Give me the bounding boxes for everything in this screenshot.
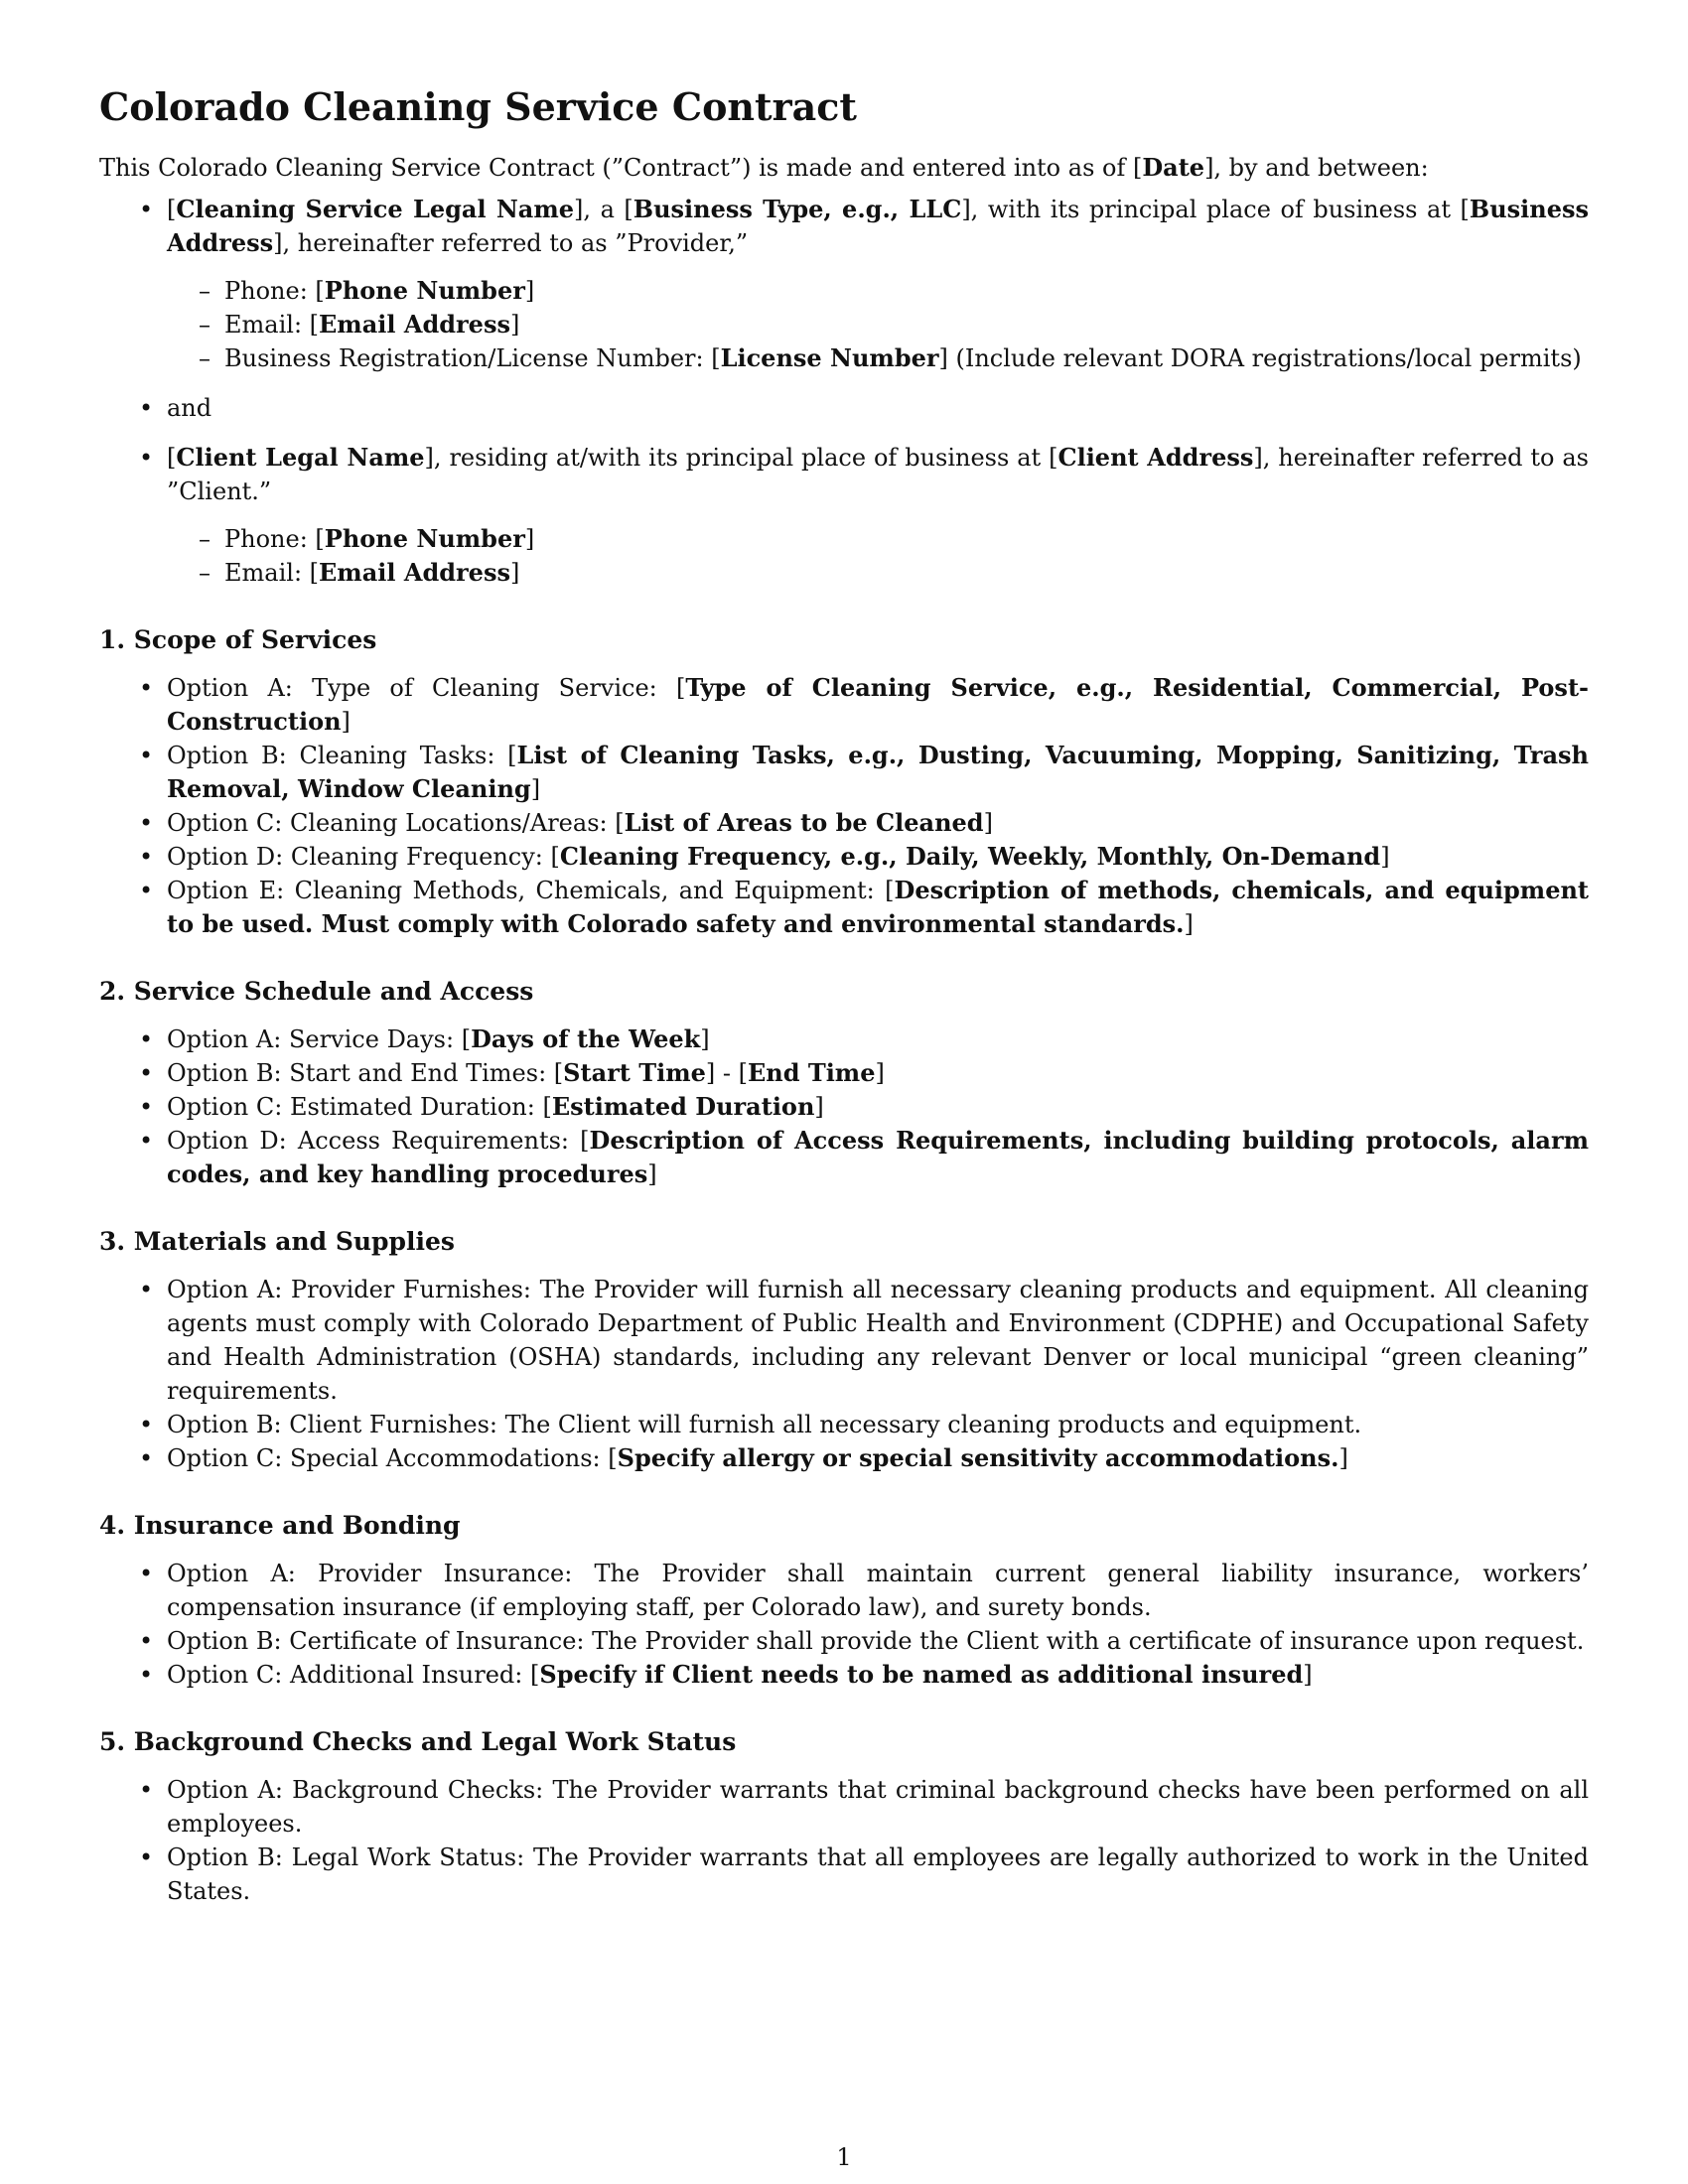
- item-text: Option B: Start and End Times: [: [167, 1059, 564, 1087]
- list-item: [99, 1273, 1589, 1408]
- client-phone-placeholder: Phone Number: [324, 524, 525, 553]
- intro-paragraph: [99, 151, 1589, 185]
- item-text-end: ]: [1303, 1661, 1313, 1689]
- section-heading: 4. Insurance and Bonding: [99, 1511, 461, 1540]
- page-number: 1: [836, 2143, 852, 2171]
- and-item: • and: [99, 391, 1589, 425]
- client-email-placeholder: Email Address: [319, 558, 510, 587]
- item-placeholder: Estimated Duration: [551, 1092, 815, 1121]
- section-heading: 5. Background Checks and Legal Work Status: [99, 1727, 737, 1756]
- section-insurance-and-bonding: [99, 1509, 1589, 1692]
- section-heading: 1. Scope of Services: [99, 625, 377, 654]
- business-type-placeholder: Business Type, e.g., LLC: [633, 195, 962, 223]
- section-items: [99, 1557, 1589, 1692]
- item-placeholder-2: End Time: [747, 1058, 876, 1087]
- document-title: Colorado Cleaning Service Contract: [99, 84, 857, 129]
- provider-phone: – Phone: [Phone Number]: [167, 274, 1589, 308]
- item-placeholder: Description of methods, chemicals, and equipment to be used. Must comply with Colorado safety and environmental standards.: [167, 876, 1590, 938]
- item-placeholder: Days of the Week: [471, 1024, 701, 1053]
- item-text: Option B: Legal Work Status: The Provider warrants that all employees are legally authorized to work in the United States.: [167, 1843, 1589, 1905]
- list-item: [99, 1441, 1589, 1475]
- item-placeholder: Specify if Client needs to be named as additional insured: [539, 1660, 1304, 1689]
- section-items: [99, 1773, 1589, 1908]
- item-text-end: ]: [814, 1093, 824, 1121]
- item-placeholder: Cleaning Frequency, e.g., Daily, Weekly, Monthly, On-Demand: [559, 842, 1381, 871]
- client-text-2: ], hereinafter referred to as ”Client.”: [167, 444, 1589, 505]
- item-text: Option B: Cleaning Tasks: [: [167, 742, 517, 769]
- list-item: [99, 1841, 1589, 1908]
- item-placeholder: Start Time: [563, 1058, 706, 1087]
- provider-phone-label: Phone: [: [224, 277, 325, 305]
- client-address-placeholder: Client Address: [1057, 443, 1254, 472]
- item-text-mid: ] - [: [705, 1059, 748, 1087]
- item-text-end: ]: [1338, 1444, 1348, 1472]
- section-items: [99, 1273, 1589, 1475]
- list-item: [99, 1124, 1589, 1191]
- item-text-end: ]: [1380, 843, 1390, 871]
- list-item: [99, 1056, 1589, 1090]
- section-service-schedule: [99, 975, 1589, 1191]
- parties-list: [99, 193, 1589, 590]
- list-item: [99, 1557, 1589, 1624]
- item-text: Option A: Provider Insurance: The Provider shall maintain current general liability insurance, workers’ compensation insurance (if employing staff, per Colorado law), and surety bonds.: [167, 1560, 1589, 1621]
- item-placeholder: List of Cleaning Tasks, e.g., Dusting, Vacuuming, Mopping, Sanitizing, Trash Removal, Window Cleaning: [167, 741, 1589, 803]
- contract-page: [99, 83, 1589, 1908]
- intro-text-before: This Colorado Cleaning Service Contract (”Contract”) is made and entered into as of [: [99, 154, 1143, 182]
- item-text-end: ]: [983, 809, 993, 837]
- item-text-end: ]: [700, 1025, 710, 1053]
- provider-name-placeholder: Cleaning Service Legal Name: [176, 195, 575, 223]
- provider-license-placeholder: License Number: [720, 343, 939, 372]
- section-materials-and-supplies: [99, 1225, 1589, 1475]
- item-text: Option D: Access Requirements: [: [167, 1127, 590, 1155]
- item-text: Option A: Background Checks: The Provider warrants that criminal background checks have been performed on all employees.: [167, 1776, 1589, 1838]
- item-text: Option B: Client Furnishes: The Client will furnish all necessary cleaning products and equipment.: [167, 1411, 1362, 1438]
- provider-email: – Email: [Email Address]: [167, 308, 1589, 341]
- provider-contact-list: [167, 274, 1589, 375]
- date-placeholder: Date: [1142, 153, 1205, 182]
- item-text-end: ]: [341, 708, 351, 736]
- item-text: Option A: Type of Cleaning Service: [: [167, 674, 686, 702]
- list-item: [99, 1023, 1589, 1056]
- item-text: Option B: Certificate of Insurance: The Provider shall provide the Client with a certificate of insurance upon request.: [167, 1627, 1585, 1655]
- item-text: Option D: Cleaning Frequency: [: [167, 843, 560, 871]
- provider-email-label: Email: [: [224, 311, 320, 339]
- list-item: [99, 806, 1589, 840]
- list-item: [99, 1624, 1589, 1658]
- provider-party: • [Cleaning Service Legal Name], a [Business Type, e.g., LLC], with its principal place of business at [Business Address], hereinafter referred to as ”Provider,” – Phone: [Phone Number] – Email: [Email Address] – Business Registration/License Number: [License Number] (Include relevant DORA registrations/local permits): [99, 193, 1589, 375]
- item-placeholder: Description of Access Requirements, including building protocols, alarm codes, and key handling procedures: [167, 1126, 1589, 1188]
- item-text: Option A: Provider Furnishes: The Provider will furnish all necessary cleaning products and equipment. All cleaning agents must comply with Colorado Department of Public Health and Environment (CDPHE) and Occupational Safety and Health Administration (OSHA) standards, including any relevant Denver or local municipal “green cleaning” requirements.: [167, 1276, 1589, 1405]
- provider-email-placeholder: Email Address: [319, 310, 510, 339]
- section-items: [99, 1023, 1589, 1191]
- client-contact-list: [167, 522, 1589, 590]
- provider-text-1: ], a [: [574, 196, 633, 223]
- item-text-end: ]: [1184, 910, 1194, 938]
- provider-text-3: ], hereinafter referred to as ”Provider,”: [273, 229, 749, 257]
- item-text-end: ]: [530, 775, 541, 803]
- section-heading: 2. Service Schedule and Access: [99, 977, 534, 1006]
- item-text: Option A: Service Days: [: [167, 1025, 472, 1053]
- client-phone-label: Phone: [: [224, 525, 325, 553]
- intro-text-after: ], by and between:: [1204, 154, 1429, 182]
- section-items: [99, 671, 1589, 941]
- client-email-label: Email: [: [224, 559, 320, 587]
- section-scope-of-services: [99, 623, 1589, 941]
- business-address-placeholder: Business Address: [167, 195, 1590, 257]
- item-text: Option C: Special Accommodations: [: [167, 1444, 618, 1472]
- item-text: Option C: Estimated Duration: [: [167, 1093, 552, 1121]
- section-background-checks: [99, 1725, 1589, 1908]
- section-heading: 3. Materials and Supplies: [99, 1227, 455, 1256]
- provider-license-note: ] (Include relevant DORA registrations/local permits): [938, 344, 1582, 372]
- list-item: [99, 1408, 1589, 1441]
- list-item: [99, 1658, 1589, 1692]
- item-text-end: ]: [875, 1059, 885, 1087]
- provider-license: [167, 341, 1589, 375]
- item-text-end: ]: [647, 1160, 657, 1188]
- client-text-1: ], residing at/with its principal place of business at [: [424, 444, 1058, 472]
- item-placeholder: Specify allergy or special sensitivity accommodations.: [617, 1443, 1339, 1472]
- item-text: Option E: Cleaning Methods, Chemicals, and Equipment: [: [167, 877, 895, 904]
- list-item: [99, 671, 1589, 739]
- client-party: • [Client Legal Name], residing at/with its principal place of business at [Client Address], hereinafter referred to as ”Client.” – Phone: [Phone Number] – Email: [Email Address]: [99, 441, 1589, 590]
- provider-phone-placeholder: Phone Number: [324, 276, 525, 305]
- list-item: [99, 840, 1589, 874]
- item-text: Option C: Additional Insured: [: [167, 1661, 540, 1689]
- item-placeholder: List of Areas to be Cleaned: [624, 808, 984, 837]
- list-item: [99, 874, 1589, 941]
- item-placeholder: Type of Cleaning Service, e.g., Residential, Commercial, Post-Construction: [167, 673, 1589, 736]
- client-email: – Email: [Email Address]: [167, 556, 1589, 590]
- list-item: [99, 1090, 1589, 1124]
- item-text: Option C: Cleaning Locations/Areas: [: [167, 809, 625, 837]
- list-item: [99, 1773, 1589, 1841]
- provider-text-2: ], with its principal place of business at [: [961, 196, 1470, 223]
- list-item: [99, 739, 1589, 806]
- client-phone: – Phone: [Phone Number]: [167, 522, 1589, 556]
- client-name-placeholder: Client Legal Name: [176, 443, 425, 472]
- provider-license-label: Business Registration/License Number: [: [224, 344, 721, 372]
